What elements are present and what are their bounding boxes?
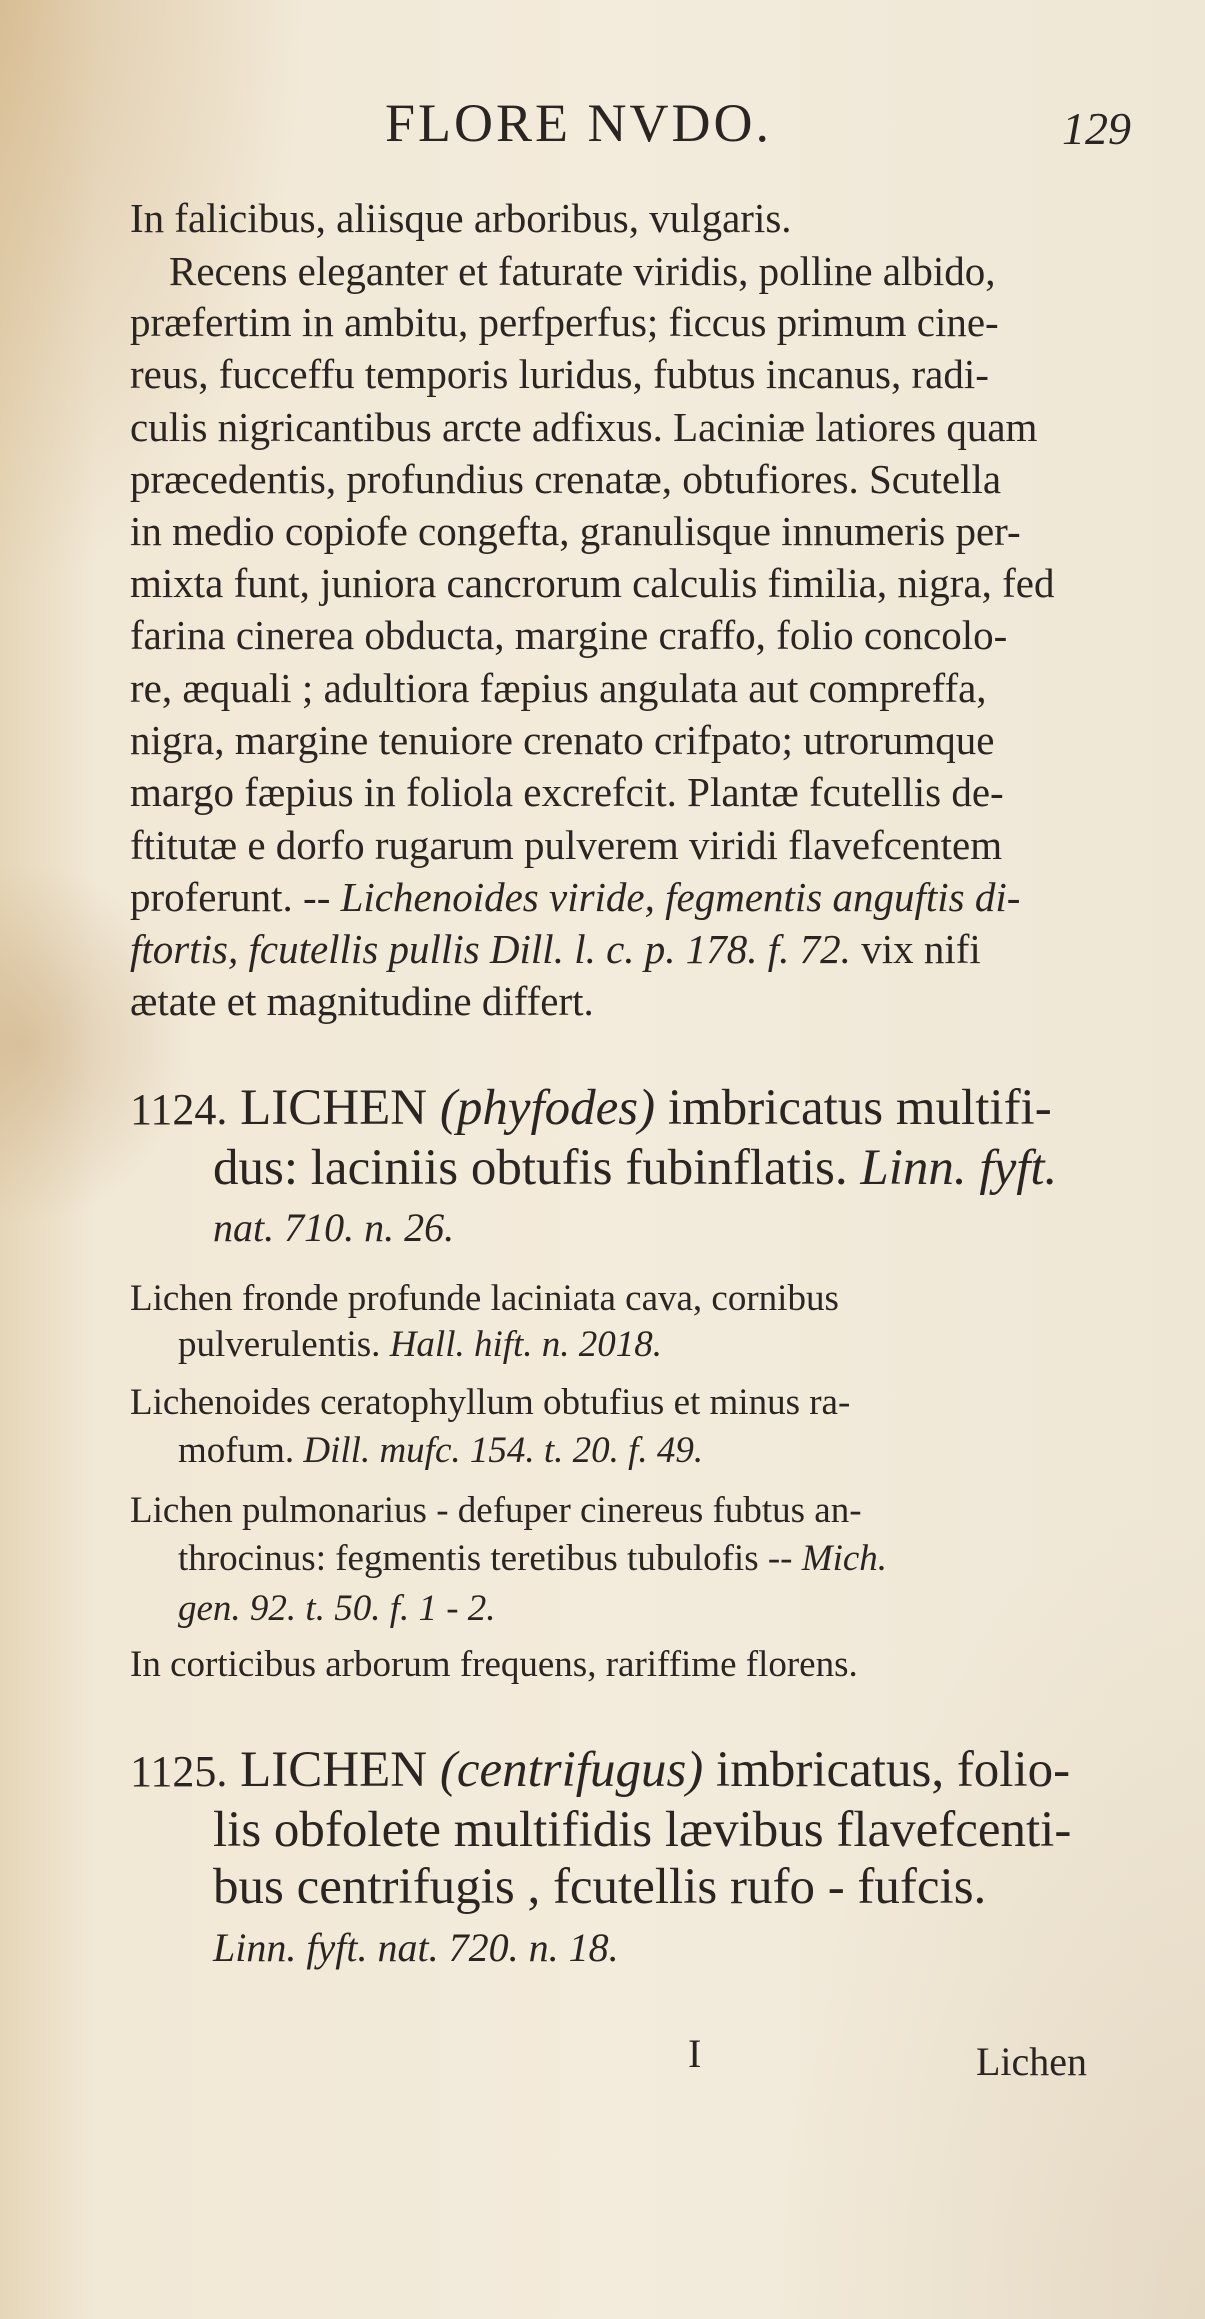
running-title: FLORE NVDO. xyxy=(385,93,773,153)
diagnosis-text: imbricatus multifi- xyxy=(667,1080,1052,1136)
text-line: Recens eleganter et faturate viridis, polline albido, xyxy=(169,248,996,294)
text-line: reus, fucceffu temporis luridus, fubtus incanus, radi- xyxy=(130,351,989,397)
page-number: 129 xyxy=(1062,103,1131,154)
synonym-line: Lichen fronde profunde laciniata cava, cornibus xyxy=(130,1278,839,1319)
text-line: præcedentis, profundius crenatæ, obtufiores. Scutella xyxy=(130,456,1002,502)
citation: Dill. mufc. 154. t. 20. f. 49. xyxy=(303,1430,704,1471)
entry-heading xyxy=(130,1742,1071,1798)
text-run: throcinus: fegmentis teretibus tubulofis -- xyxy=(178,1538,793,1579)
text-run: vix nifi xyxy=(861,926,981,972)
text-line: farina cinerea obducta, margine craffo, folio concolo- xyxy=(130,612,1008,658)
diagnosis-text: imbricatus, folio- xyxy=(716,1742,1071,1798)
text-line: re, æquali ; adultiora fæpius angulata aut compreffa, xyxy=(130,665,987,711)
synonym-citation: ftortis, fcutellis pullis Dill. l. c. p. 178. f. 72. xyxy=(130,926,851,972)
entry-number: 1124. xyxy=(130,1085,228,1134)
citation: Linn. fyft. nat. 720. n. 18. xyxy=(213,1925,619,1970)
text-line: mixta funt, juniora cancrorum calculis fimilia, nigra, fed xyxy=(130,560,1055,606)
text-line: In falicibus, aliisque arboribus, vulgaris. xyxy=(130,195,792,241)
citation: Mich. xyxy=(801,1538,888,1579)
synonym-citation: Lichenoides viride, fegmentis anguftis di- xyxy=(340,874,1021,920)
synonym-line xyxy=(178,1540,887,1577)
synonym-line: Lichenoides ceratophyllum obtufius et minus ra- xyxy=(130,1382,851,1423)
text-line: ætate et magnitudine differt. xyxy=(130,978,594,1024)
citation: gen. 92. t. 50. f. 1 - 2. xyxy=(178,1588,496,1629)
diagnosis-text: dus: laciniis obtufis fubinflatis. xyxy=(213,1140,848,1196)
habitat-line: In corticibus arborum frequens, rariffime florens. xyxy=(130,1644,858,1685)
text-line: margo fæpius in foliola excrefcit. Plantæ fcutellis de- xyxy=(130,769,1004,815)
citation: Linn. fyft. xyxy=(860,1140,1058,1196)
text-line: culis nigricantibus arcte adfixus. Laciniæ latiores quam xyxy=(130,404,1038,450)
genus-name: LICHEN xyxy=(240,1080,428,1136)
text-line: præfertim in ambitu, perfperfus; ficcus primum cine- xyxy=(130,299,999,345)
text-line: in medio copiofe congefta, granulisque innumeris per- xyxy=(130,508,1021,554)
text-line: lis obfolete multifidis lævibus flavefcenti- xyxy=(213,1802,1072,1858)
text-line xyxy=(130,926,981,972)
text-line xyxy=(130,874,1021,920)
catchword: Lichen xyxy=(976,2039,1088,2084)
entry-number: 1125. xyxy=(130,1747,228,1796)
text-run: proferunt. -- xyxy=(130,874,331,920)
text-line xyxy=(213,1140,1058,1196)
citation: nat. 710. n. 26. xyxy=(213,1205,455,1250)
text-line xyxy=(213,1925,619,1970)
text-line: bus centrifugis , fcutellis rufo - fufcis. xyxy=(213,1859,987,1915)
text-run: mofum. xyxy=(178,1430,295,1471)
synonym-line xyxy=(178,1326,662,1363)
genus-name: LICHEN xyxy=(240,1742,428,1798)
species-name: (phyfodes) xyxy=(439,1080,656,1136)
text-run: pulverulentis. xyxy=(178,1324,381,1365)
citation: Hall. hift. n. 2018. xyxy=(389,1324,663,1365)
synonym-line xyxy=(178,1432,703,1469)
entry-heading xyxy=(130,1080,1052,1136)
species-name: (centrifugus) xyxy=(439,1742,704,1798)
signature-mark: I xyxy=(688,2031,702,2076)
synonym-line: Lichen pulmonarius - defuper cinereus fubtus an- xyxy=(130,1490,862,1531)
text-line: ftitutæ e dorfo rugarum pulverem viridi flavefcentem xyxy=(130,822,1003,868)
synonym-line xyxy=(178,1590,496,1627)
text-line xyxy=(213,1205,455,1250)
text-line: nigra, margine tenuiore crenato crifpato; utrorumque xyxy=(130,717,995,763)
